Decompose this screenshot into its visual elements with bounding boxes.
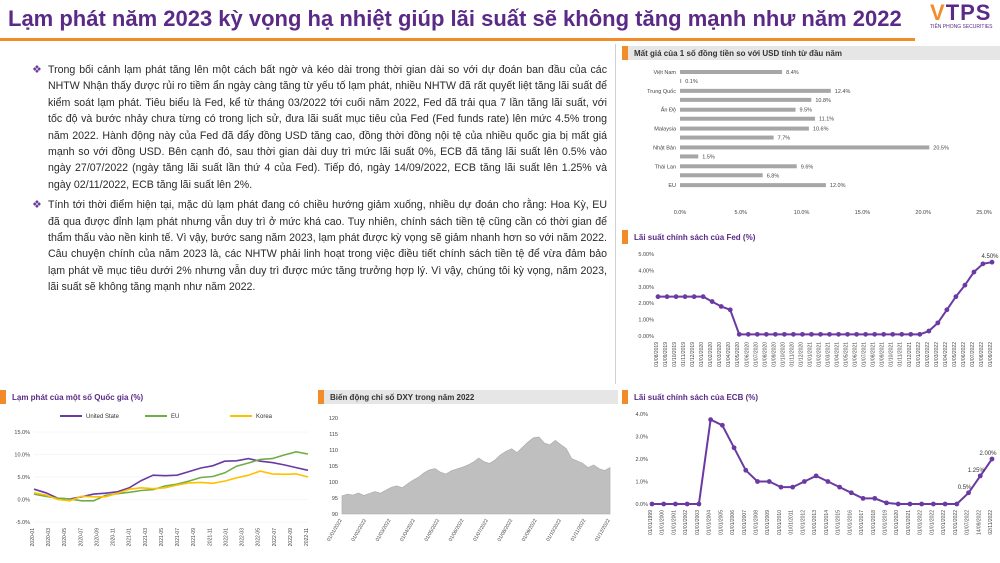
x-tick-label: 01/12/2019 xyxy=(690,342,697,368)
bar xyxy=(680,164,797,168)
data-point xyxy=(692,294,697,299)
column-divider xyxy=(615,44,616,384)
x-tick-label: 01/02/2021 xyxy=(816,342,823,368)
data-point xyxy=(809,332,814,337)
data-point xyxy=(802,479,807,484)
y-tick-label: 100 xyxy=(328,480,338,486)
x-tick-label: 2020-09 xyxy=(94,528,101,547)
x-tick-label: 2021-07 xyxy=(175,528,182,547)
x-tick-label: 02/11/2022 xyxy=(988,510,994,535)
data-point xyxy=(800,332,805,337)
chart-dxy xyxy=(318,390,618,558)
x-tick-label: 01/01/2010 xyxy=(776,510,783,536)
x-tick-label: 01/01/2020 xyxy=(699,342,706,368)
y-tick-label: 0.00% xyxy=(638,334,654,340)
data-point xyxy=(943,502,948,507)
legend-label: EU xyxy=(171,414,180,420)
x-tick-label: 01/08/2021 xyxy=(870,342,877,368)
x-tick-label: 01/11/2022 xyxy=(569,518,588,543)
x-tick-label: 01/01/2003 xyxy=(694,510,701,536)
x-tick-label: 2020-11 xyxy=(110,528,117,546)
chart-ecb-rate xyxy=(622,390,1000,558)
chart-canvas xyxy=(622,404,1000,558)
data-point xyxy=(755,479,760,484)
x-tick-label: 01/10/2019 xyxy=(672,342,679,368)
y-tick-label: 5.00% xyxy=(638,252,654,258)
chart-header xyxy=(0,390,315,404)
data-point xyxy=(732,445,737,450)
x-tick-label: 01/08/2022 xyxy=(978,342,985,368)
x-tick-label: 2020-07 xyxy=(78,528,85,547)
chart-header xyxy=(622,230,1000,244)
series-line xyxy=(652,420,992,504)
logo-tagline: TIÊN PHONG SECURITIES xyxy=(930,24,993,30)
point-label: 2.00% xyxy=(979,451,997,457)
bar xyxy=(680,136,774,140)
x-tick-label: 01/01/2020 xyxy=(894,510,901,536)
data-point xyxy=(919,502,924,507)
x-tick-label: 01/01/2021 xyxy=(905,510,912,536)
x-tick-label: 2022-09 xyxy=(287,528,294,547)
x-tick-label: 01/01/2022 xyxy=(952,510,959,536)
y-tick-label: 120 xyxy=(328,416,338,422)
x-tick-label: 01/09/2022 xyxy=(520,518,539,543)
paragraph-text: Tính tới thời điểm hiện tại, mặc dù lạm phát đang có chiều hướng giảm xuống, nhiều dự đoán cho rằng: Hoa Kỳ, EU đã qua được đỉnh lạm phát nhưng vẫn duy trì ở mức khá cao. Tuy nhiên, chính sách tiền tệ cũng cần có thời gian để thẩm thấu vào nền kinh tế. Vì vậy, bước sang năm 2023, lạm phát được kỳ vọng sẽ giảm nhanh hơn so với năm 2022. Câu chuyện chính của năm 2023 là, các NHTW phải linh hoạt trong việc điều tiết chính sách tiền tệ để vừa đảm bảo lạm phát về mục tiêu dưới 2% nhưng vẫn duy trì được mức tăng trưởng hợp lý. Vì vậy, chúng tôi kỳ vọng, năm 2023, lãi suất sẽ không tăng mạnh như năm 2022. xyxy=(48,199,607,294)
x-tick-label: 01/07/2022 xyxy=(472,518,490,543)
data-point xyxy=(990,260,995,265)
data-label: 7.7% xyxy=(777,135,791,142)
data-point xyxy=(981,261,986,266)
x-tick-label: 2020-03 xyxy=(46,528,53,547)
legend-label: United State xyxy=(86,414,120,420)
x-tick-label: 01/01/2021 xyxy=(807,342,814,368)
x-tick-label: 01/01/1999 xyxy=(648,510,654,536)
category-label: Trung Quốc xyxy=(647,88,676,95)
x-tick-label: 01/05/2022 xyxy=(951,342,958,368)
x-tick-label: 01/09/2020 xyxy=(771,342,778,368)
x-tick-label: 15.0% xyxy=(854,210,871,216)
data-point xyxy=(782,332,787,337)
data-point xyxy=(743,468,748,473)
data-point xyxy=(881,332,886,337)
accent-bar xyxy=(622,390,628,404)
data-point xyxy=(818,332,823,337)
x-tick-label: 01/01/2019 xyxy=(882,510,889,536)
y-tick-label: 110 xyxy=(329,448,338,454)
y-tick-label: 1.0% xyxy=(635,479,648,486)
category-label: Việt Nam xyxy=(653,70,676,76)
x-tick-label: 2021-09 xyxy=(191,528,198,547)
y-tick-label: 4.0% xyxy=(635,412,648,418)
accent-bar xyxy=(622,230,628,244)
accent-bar xyxy=(622,46,628,60)
chart-title: Lãi suất chính sách của Fed (%) xyxy=(634,232,756,242)
category-label: Ấn Độ xyxy=(660,107,676,114)
chart-inflation xyxy=(0,390,315,558)
data-point xyxy=(827,332,832,337)
paragraph-1 xyxy=(32,62,607,193)
x-tick-label: 0.0% xyxy=(673,210,687,216)
title-divider xyxy=(0,38,915,41)
accent-bar xyxy=(0,390,6,404)
x-tick-label: 01/07/2022 xyxy=(969,342,976,368)
data-point xyxy=(755,332,760,337)
x-tick-label: 01/06/2020 xyxy=(744,342,751,368)
y-tick-label: 2.0% xyxy=(635,457,648,463)
x-tick-label: 25.0% xyxy=(976,210,992,216)
data-label: 12.0% xyxy=(829,183,846,190)
x-tick-label: 01/01/2017 xyxy=(859,510,866,536)
x-tick-label: 01/06/2021 xyxy=(852,342,859,368)
y-tick-label: 1.00% xyxy=(638,317,654,324)
data-point xyxy=(674,294,679,299)
x-tick-label: 01/07/2020 xyxy=(753,342,760,368)
x-tick-label: 01/11/2019 xyxy=(681,342,688,367)
data-point xyxy=(683,294,688,299)
x-tick-label: 01/08/2022 xyxy=(496,518,515,543)
data-point xyxy=(899,332,904,337)
data-point xyxy=(908,502,913,507)
x-tick-label: 01/01/2015 xyxy=(835,510,842,536)
diamond-bullet-icon: ❖ xyxy=(32,64,42,76)
x-tick-label: 2022-11 xyxy=(304,528,310,546)
x-tick-label: 01/01/2022 xyxy=(915,342,922,368)
category-label: Malaysia xyxy=(654,126,676,133)
x-tick-label: 01/01/2012 xyxy=(800,510,807,536)
data-point xyxy=(908,332,913,337)
data-point xyxy=(872,496,877,501)
data-point xyxy=(656,294,661,299)
x-tick-label: 01/08/2020 xyxy=(762,342,769,368)
data-label: 9.5% xyxy=(799,107,813,114)
data-point xyxy=(837,485,842,490)
x-tick-label: 01/03/2021 xyxy=(825,342,832,368)
data-point xyxy=(944,307,949,312)
bar xyxy=(680,127,809,131)
data-point xyxy=(790,485,795,490)
chart-canvas xyxy=(622,244,1000,382)
point-label: 0.5% xyxy=(957,484,972,491)
chart-title: Mất giá của 1 số đồng tiền so với USD tính từ đầu năm xyxy=(634,48,842,58)
x-tick-label: 01/12/2021 xyxy=(906,342,913,368)
page-title: Lạm phát năm 2023 kỳ vọng hạ nhiệt giúp lãi suất sẽ không tăng mạnh như năm 2022 xyxy=(8,6,902,31)
x-tick-label: 01/03/2020 xyxy=(717,342,724,368)
data-point xyxy=(954,502,959,507)
data-point xyxy=(836,332,841,337)
data-point xyxy=(972,270,977,275)
data-point xyxy=(773,332,778,337)
chart-canvas xyxy=(622,60,1000,222)
x-tick-label: 01/01/2013 xyxy=(812,510,819,536)
x-tick-label: 01/01/2008 xyxy=(753,510,760,536)
x-tick-label: 01/03/2022 xyxy=(933,342,940,368)
data-point xyxy=(863,332,868,337)
x-tick-label: 01/09/2019 xyxy=(663,342,670,368)
bar xyxy=(680,145,929,149)
logo-v: V xyxy=(930,0,946,25)
chart-currency-depreciation xyxy=(622,46,1000,222)
body-text xyxy=(32,62,607,300)
x-tick-label: 01/01/2022 xyxy=(326,518,344,543)
x-tick-label: 01/06/2022 xyxy=(447,518,466,543)
x-tick-label: 01/04/2021 xyxy=(834,342,841,368)
x-tick-label: 2021-03 xyxy=(142,528,149,547)
x-tick-label: 14/09/2022 xyxy=(976,510,983,536)
data-label: 11.1% xyxy=(818,116,835,123)
data-point xyxy=(978,473,983,478)
x-tick-label: 01/10/2022 xyxy=(545,518,564,543)
x-tick-label: 01/01/2014 xyxy=(823,510,830,536)
data-point xyxy=(673,502,678,507)
x-tick-label: 2021-05 xyxy=(158,528,165,547)
data-point xyxy=(737,332,742,337)
x-tick-label: 01/07/2022 xyxy=(964,510,971,536)
data-point xyxy=(710,299,715,304)
area-series xyxy=(342,437,610,514)
series-line xyxy=(658,262,992,334)
data-point xyxy=(708,417,713,422)
data-label: 9.6% xyxy=(800,164,814,171)
series-line xyxy=(34,459,308,499)
y-tick-label: 0.0% xyxy=(635,502,648,508)
x-tick-label: 01/02/2022 xyxy=(350,518,369,543)
data-point xyxy=(935,320,940,325)
data-point xyxy=(845,332,850,337)
y-tick-label: 90 xyxy=(331,512,338,518)
x-tick-label: 01/04/2020 xyxy=(726,342,733,368)
x-tick-label: 01/01/2006 xyxy=(730,510,737,536)
data-point xyxy=(746,332,751,337)
x-tick-label: 2022-01 xyxy=(223,528,230,547)
chart-header xyxy=(622,390,1000,404)
category-label: Thái Lan xyxy=(654,164,676,171)
x-tick-label: 01/01/2007 xyxy=(741,510,748,536)
series-line xyxy=(34,452,308,501)
x-tick-label: 2021-11 xyxy=(207,528,214,546)
data-point xyxy=(926,329,931,334)
x-tick-label: 5.0% xyxy=(734,210,748,216)
data-point xyxy=(764,332,769,337)
x-tick-label: 01/07/2021 xyxy=(861,342,868,368)
x-tick-label: 20.0% xyxy=(915,210,932,216)
data-point xyxy=(990,457,995,462)
x-tick-label: 01/01/2002 xyxy=(683,510,690,536)
y-tick-label: 2.00% xyxy=(638,301,654,308)
data-point xyxy=(953,294,958,299)
x-tick-label: 01/05/2020 xyxy=(735,342,742,368)
x-tick-label: 01/01/2011 xyxy=(788,510,795,535)
x-tick-label: 01/01/2004 xyxy=(706,510,713,536)
data-point xyxy=(665,294,670,299)
x-tick-label: 01/01/2009 xyxy=(765,510,772,536)
end-label: 4.50% xyxy=(981,254,999,261)
y-tick-label: 15.0% xyxy=(14,430,30,436)
data-label: 1.5% xyxy=(702,154,715,161)
x-tick-label: 01/01/2022 xyxy=(941,510,948,536)
y-tick-label: 10.0% xyxy=(14,452,30,459)
company-logo xyxy=(930,0,1000,40)
x-tick-label: 01/02/2020 xyxy=(708,342,715,368)
bar xyxy=(680,108,796,112)
chart-canvas xyxy=(318,404,618,558)
data-point xyxy=(661,502,666,507)
legend-label: Korea xyxy=(256,414,273,420)
data-label: 12.4% xyxy=(834,88,851,95)
chart-header xyxy=(622,46,1000,60)
paragraph-text: Trong bối cảnh lạm phát tăng lên một cách bất ngờ và kéo dài trong thời gian dài so với dự đoán ban đầu của các NHTW Nhận thấy được rủi ro tiềm ẩn ngày càng tăng từ yếu tố lạm phát, nhiều NHTW đã rất quyết liệt tăng lãi suất để kiểm soát lạm phát. Tiêu biểu là Fed, kể từ tháng 03/2022 tới cuối năm 2022, Fed đã trải qua 7 lần tăng lãi suất, với tốc độ và bước nhảy chưa từng có trong lịch sử, đưa lãi suất mục tiêu của Fed (Fed funds rate) lên mức 4.5% trong năm 2022. Hành động này của Fed đã đẩy đồng USD tăng cao, đồng thời đồng nội tệ của nhiều quốc gia bị mất giá mạnh so với đồng USD. Bên cạnh đó, sau thời gian dài duy trì mức lãi suất 0%, ECB đã tăng lãi suất lên 0.5% vào ngày 27/07/2022 (ngày tăng lãi suất lần thứ 4 của Fed). Tiếp đó, ngày 14/09/2022, ECB tăng lãi suất lên 1.25% và ngày 02/11/2022, ECB tăng lãi suất lên 2%. xyxy=(48,64,607,191)
data-point xyxy=(917,332,922,337)
y-tick-label: 5.0% xyxy=(17,475,30,481)
x-tick-label: 2020-01 xyxy=(30,528,36,547)
point-label: 1.25% xyxy=(967,467,985,474)
y-tick-label: -5.0% xyxy=(15,520,30,526)
x-tick-label: 01/02/2022 xyxy=(924,342,931,368)
data-label: 10.8% xyxy=(815,97,831,104)
x-tick-label: 01/01/2022 xyxy=(917,510,924,536)
chart-canvas xyxy=(0,404,315,558)
y-tick-label: 105 xyxy=(328,464,338,470)
chart-title: Lãi suất chính sách của ECB (%) xyxy=(634,392,759,402)
data-point xyxy=(814,473,819,478)
x-tick-label: 01/06/2022 xyxy=(960,342,967,368)
y-tick-label: 0.0% xyxy=(17,497,30,504)
y-tick-label: 4.00% xyxy=(638,268,654,275)
x-tick-label: 01/05/2021 xyxy=(843,342,850,368)
data-point xyxy=(854,332,859,337)
data-point xyxy=(872,332,877,337)
chart-title: Biến động chỉ số DXY trong năm 2022 xyxy=(330,392,475,402)
data-point xyxy=(779,485,784,490)
x-tick-label: 2022-05 xyxy=(255,528,262,547)
logo-text: TPS xyxy=(945,0,992,25)
data-label: 10.6% xyxy=(812,126,829,133)
data-point xyxy=(719,304,724,309)
data-point xyxy=(963,283,968,288)
y-tick-label: 115 xyxy=(329,432,338,438)
x-tick-label: 2020-05 xyxy=(62,528,69,547)
data-point xyxy=(884,500,889,505)
x-tick-label: 01/10/2021 xyxy=(888,342,895,368)
data-label: 8.4% xyxy=(786,70,799,76)
bar xyxy=(680,70,782,74)
accent-bar xyxy=(318,390,324,404)
data-label: 0.1% xyxy=(685,79,698,85)
chart-title: Lạm phát của một số Quốc gia (%) xyxy=(12,392,144,402)
x-tick-label: 01/10/2020 xyxy=(780,342,787,368)
x-tick-label: 01/09/2022 xyxy=(988,342,994,368)
chart-fed-rate xyxy=(622,230,1000,382)
bar xyxy=(680,117,815,121)
x-tick-label: 01/01/2022 xyxy=(929,510,936,536)
data-point xyxy=(728,307,733,312)
x-tick-label: 01/09/2021 xyxy=(879,342,886,368)
x-tick-label: 01/04/2022 xyxy=(399,518,417,543)
x-tick-label: 2021-01 xyxy=(126,528,133,547)
x-tick-label: 01/12/2020 xyxy=(798,342,805,368)
data-point xyxy=(767,479,772,484)
x-tick-label: 01/03/2022 xyxy=(374,518,393,543)
data-point xyxy=(861,496,866,501)
x-tick-label: 01/01/2001 xyxy=(671,510,678,536)
x-tick-label: 01/01/2018 xyxy=(870,510,877,536)
data-point xyxy=(931,502,936,507)
data-point xyxy=(650,502,655,507)
bar xyxy=(680,98,811,102)
data-point xyxy=(890,332,895,337)
bar xyxy=(680,154,698,158)
x-tick-label: 01/01/2016 xyxy=(847,510,854,536)
y-tick-label: 95 xyxy=(331,496,338,502)
x-tick-label: 01/11/2020 xyxy=(789,342,796,367)
category-label: Nhật Bản xyxy=(653,145,676,152)
bar xyxy=(680,183,826,187)
y-tick-label: 3.00% xyxy=(638,284,654,291)
x-tick-label: 2022-07 xyxy=(271,528,278,547)
data-point xyxy=(720,423,725,428)
data-point xyxy=(825,479,830,484)
x-tick-label: 01/04/2022 xyxy=(942,342,949,368)
paragraph-2 xyxy=(32,197,607,295)
bar xyxy=(680,79,681,83)
data-point xyxy=(701,294,706,299)
data-label: 20.5% xyxy=(933,145,949,152)
x-tick-label: 01/01/2005 xyxy=(718,510,725,536)
x-tick-label: 01/01/2000 xyxy=(659,510,666,536)
x-tick-label: 01/12/2022 xyxy=(594,518,612,543)
bar xyxy=(680,89,831,93)
chart-header xyxy=(318,390,618,404)
x-tick-label: 2022-03 xyxy=(239,528,246,547)
data-point xyxy=(685,502,690,507)
category-label: EU xyxy=(668,183,676,190)
x-tick-label: 10.0% xyxy=(793,210,810,216)
diamond-bullet-icon: ❖ xyxy=(32,199,42,212)
x-tick-label: 01/05/2022 xyxy=(423,518,442,543)
y-tick-label: 3.0% xyxy=(635,434,648,441)
data-label: 6.8% xyxy=(766,173,780,180)
data-point xyxy=(896,502,901,507)
bar xyxy=(680,173,763,177)
data-point xyxy=(849,490,854,495)
data-point xyxy=(791,332,796,337)
data-point xyxy=(696,502,701,507)
data-point xyxy=(966,490,971,495)
x-tick-label: 01/11/2021 xyxy=(897,342,904,367)
x-tick-label: 01/08/2019 xyxy=(654,342,660,368)
